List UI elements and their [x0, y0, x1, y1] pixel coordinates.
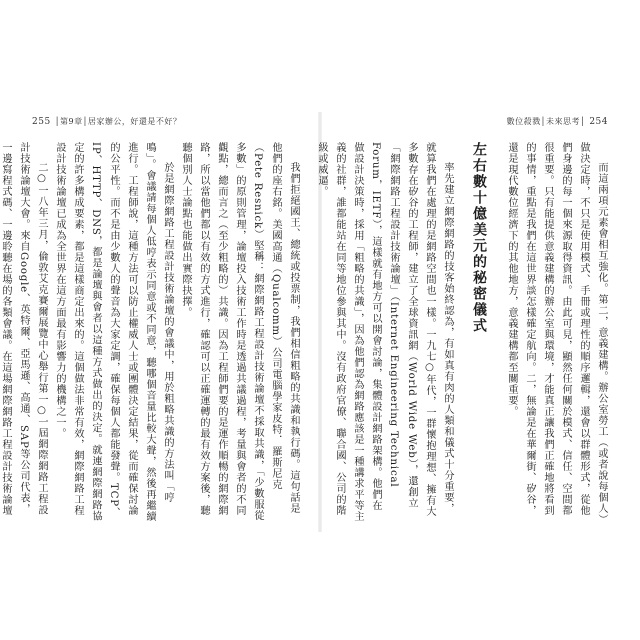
right-page — [316, 112, 628, 532]
right-body-text — [316, 142, 610, 522]
left-page — [0, 112, 316, 532]
right-paragraph: 而這兩項元素會相互強化。第二，意義建構。辦公室勞工（或者說每個人）做決定時，不只是使用模式、手冊或理性的順序邏輯，還會以群體形式，從他們身邊的每一個來源取得資訊。由此可見，顯然任何關於模式、信任、空間都很重要。只有能提供意義建構的辦公室與環境，才能真正讓我們正確地將看到的事情，重點是我們在這世界談怎樣確定航向。二，無論是在華爾街、矽谷，還是現代數位經濟下的其他地方，意義建構都至關重要。 — [506, 142, 607, 521]
left-body-text — [0, 142, 302, 522]
left-running-head — [28, 116, 181, 127]
left-chapter-title: │第9章│居家辦公，好還是不好？ — [54, 117, 182, 126]
right-running-head — [507, 116, 612, 127]
right-page-number: 254 — [589, 117, 608, 127]
section-heading: 左右數十億美元的秘密儀式 — [471, 142, 487, 334]
right-book-title: 數位殺戮│未來思考│ — [506, 117, 586, 126]
left-paragraph: 我們拒絕國王、總統或投票制，我們相信粗略的共識和執行碼。這句話是他們的座右銘。美國高通（Qualcomm）公司電腦學家皮特．羅斯尼克（Pete Resnick）堅稱：網際網路工程設計技術論壇不採取共識，「少數服從多數」的原則管理，論壇投入技術工作時是透過共議過程，考量與會者的不同觀點，總而言之（至少粗略的）共識。因為工程師們要的是運作順暢的網際網路，所以當他們都以有效的方式進行，確認可以正確運轉的最有效方案後，聽聽個別人士論點也能做出實際抉擇。 — [180, 142, 299, 521]
right-paragraph: 率先建立網際網路的技客始終認為，有如真有肉的人類和儀式十分重要，就算我們在處理的是網路空間也一樣。一九七○年代，一群懷抱理想、擁有大多數存在矽谷的工程師，建立了全球資訊網（World Wide Web），還創立「網際網路工程設計技術論壇」（Internet Engineering Technical Forum，IETF），這樣就有地方可以開會討論，集體設計網路架構。他們在做設計決策時，採用「粗略的共識」，因為他們認為網路應該是一種講求平等主義的社群，誰都能站在同等地位參與其中。沒有政府官僚、聯合國、公司的階級或威逼。 — [316, 142, 453, 522]
left-page-number: 255 — [32, 117, 51, 127]
left-paragraph: 於是網際網路工程設計技術論壇的會議中，用於粗略共識的方法叫「哼鳴」。會議請每個人低哼表示同意或不同意，聽哪個音量比較大聲，然後再繼續進行。工程師說，這種方法可以防止權威人士或團體決定結果，從而確保討論的公平性。而不是由少數人的聲音為大家定調，確保每個人都能發聲。TCP、IP、HTTP、DNS，都是論壇與會者以這種方式做出的決定。就連網際網路協定的許多構成要素，都是這樣商定出來的。這個做法非常有效，網際網路工程設計技術論壇已成為全世界在這方面最有影響力的機構之一。 — [54, 142, 173, 522]
left-paragraph: 二○一八年三月，倫敦艾克賽爾展覽中心舉行第一○一屆網際網路工程設計技術論壇大會。來自Google、英特爾、亞馬遜、高通、SAP等公司代表，一邊寫程式碼、一邊聆聽在場的各類會議。在這場網際網路工程設計技術論壇 — [0, 142, 47, 516]
